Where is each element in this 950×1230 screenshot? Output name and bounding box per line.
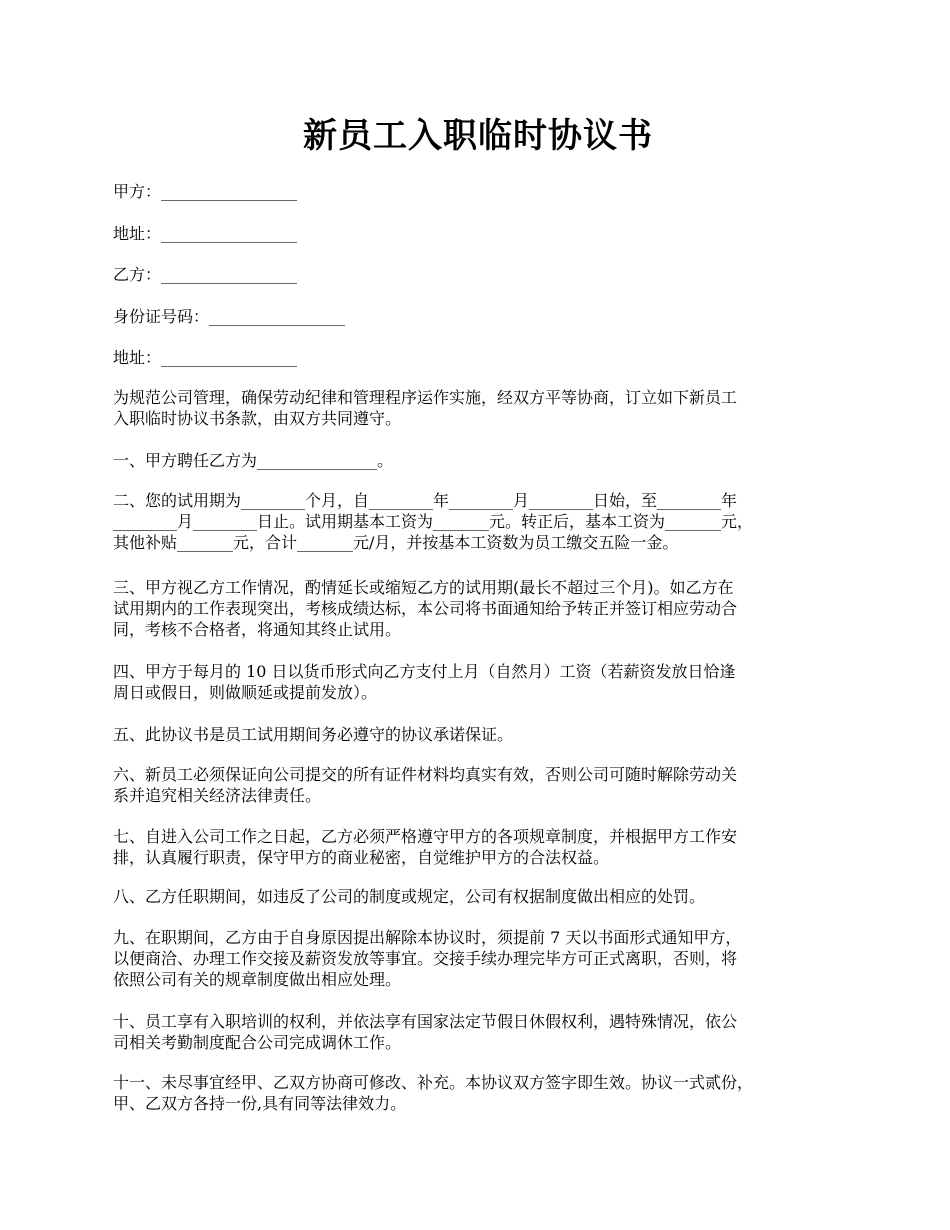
clause-10 — [113, 1011, 845, 1053]
clause-3-line: 试用期内的工作表现突出，考核成绩达标，本公司将书面通知给予转正并签订相应劳动合 — [113, 599, 738, 618]
id-number-field: 身份证号码：_________________ — [113, 307, 346, 326]
address-b-field: 地址：_________________ — [113, 348, 298, 367]
clause-2-line: 二、您的试用期为________个月，自________年________月________日始，至________年 — [113, 491, 738, 510]
clause-6-line: 系并追究相关经济法律责任。 — [113, 786, 322, 805]
intro-paragraph — [113, 387, 845, 429]
clause-2-line: ________月________日止。试用期基本工资为_______元。转正后，基本工资为_______元， — [113, 512, 754, 531]
clause-1-line: 一、甲方聘任乙方为_______________。 — [113, 451, 394, 470]
clause-11-line: 甲、乙双方各持一份,具有同等法律效力。 — [113, 1094, 407, 1113]
clause-4 — [113, 661, 845, 703]
clause-9-line: 依照公司有关的规章制度做出相应处理。 — [113, 970, 402, 989]
document-title: 新员工入职临时协议书 — [303, 116, 653, 156]
party-b-field: 乙方：_________________ — [113, 265, 298, 284]
clause-6-line: 六、新员工必须保证向公司提交的所有证件材料均真实有效，否则公司可随时解除劳动关 — [113, 765, 738, 784]
clause-4-line: 周日或假日，则做顺延或提前发放）。 — [113, 683, 378, 702]
clause-5 — [113, 724, 845, 745]
intro-line: 入职临时协议书条款，由双方共同遵守。 — [113, 409, 402, 428]
clause-7-line: 七、自进入公司工作之日起，乙方必须严格遵守甲方的各项规章制度，并根据甲方工作安 — [113, 827, 738, 846]
clause-9-line: 九、在职期间，乙方由于自身原因提出解除本协议时，须提前 7 天以书面形式通知甲方， — [113, 928, 742, 947]
clause-11-line: 十一、未尽事宜经甲、乙双方协商可修改、补充。本协议双方签字即生效。协议一式贰份， — [113, 1073, 754, 1092]
clause-9-line: 以便商洽、办理工作交接及薪资发放等事宜。交接手续办理完毕方可正式离职，否则，将 — [113, 949, 738, 968]
clause-3 — [113, 577, 845, 640]
clause-1 — [113, 450, 845, 471]
intro-line: 为规范公司管理，确保劳动纪律和管理程序运作实施，经双方平等协商，订立如下新员工 — [113, 388, 738, 407]
clause-4-line: 四、甲方于每月的 10 日以货币形式向乙方支付上月（自然月）工资（若薪资发放日恰逢 — [113, 662, 736, 681]
clause-8-line: 八、乙方任职期间，如违反了公司的制度或规定，公司有权据制度做出相应的处罚。 — [113, 887, 706, 906]
clause-7 — [113, 826, 845, 868]
clause-5-line: 五、此协议书是员工试用期间务必遵守的协议承诺保证。 — [113, 725, 514, 744]
clause-8 — [113, 886, 845, 907]
party-a-field: 甲方：_________________ — [113, 182, 298, 201]
clause-6 — [113, 764, 845, 806]
clause-9 — [113, 927, 845, 990]
clause-3-line: 三、甲方视乙方工作情况，酌情延长或缩短乙方的试用期(最长不超过三个月)。如乙方在 — [113, 578, 734, 597]
clause-2-line: 其他补贴_______元，合计_______元/月，并按基本工资数为员工缴交五险一金。 — [113, 533, 679, 552]
clause-11 — [113, 1072, 845, 1114]
clause-7-line: 排，认真履行职责，保守甲方的商业秘密，自觉维护甲方的合法权益。 — [113, 848, 610, 867]
clause-10-line: 司相关考勤制度配合公司完成调休工作。 — [113, 1033, 402, 1052]
address-a-field: 地址：_________________ — [113, 224, 298, 243]
clause-3-line: 同，考核不合格者，将通知其终止试用。 — [113, 620, 402, 639]
clause-10-line: 十、员工享有入职培训的权利，并依法享有国家法定节假日休假权利，遇特殊情况，依公 — [113, 1012, 738, 1031]
clause-2 — [113, 490, 845, 553]
